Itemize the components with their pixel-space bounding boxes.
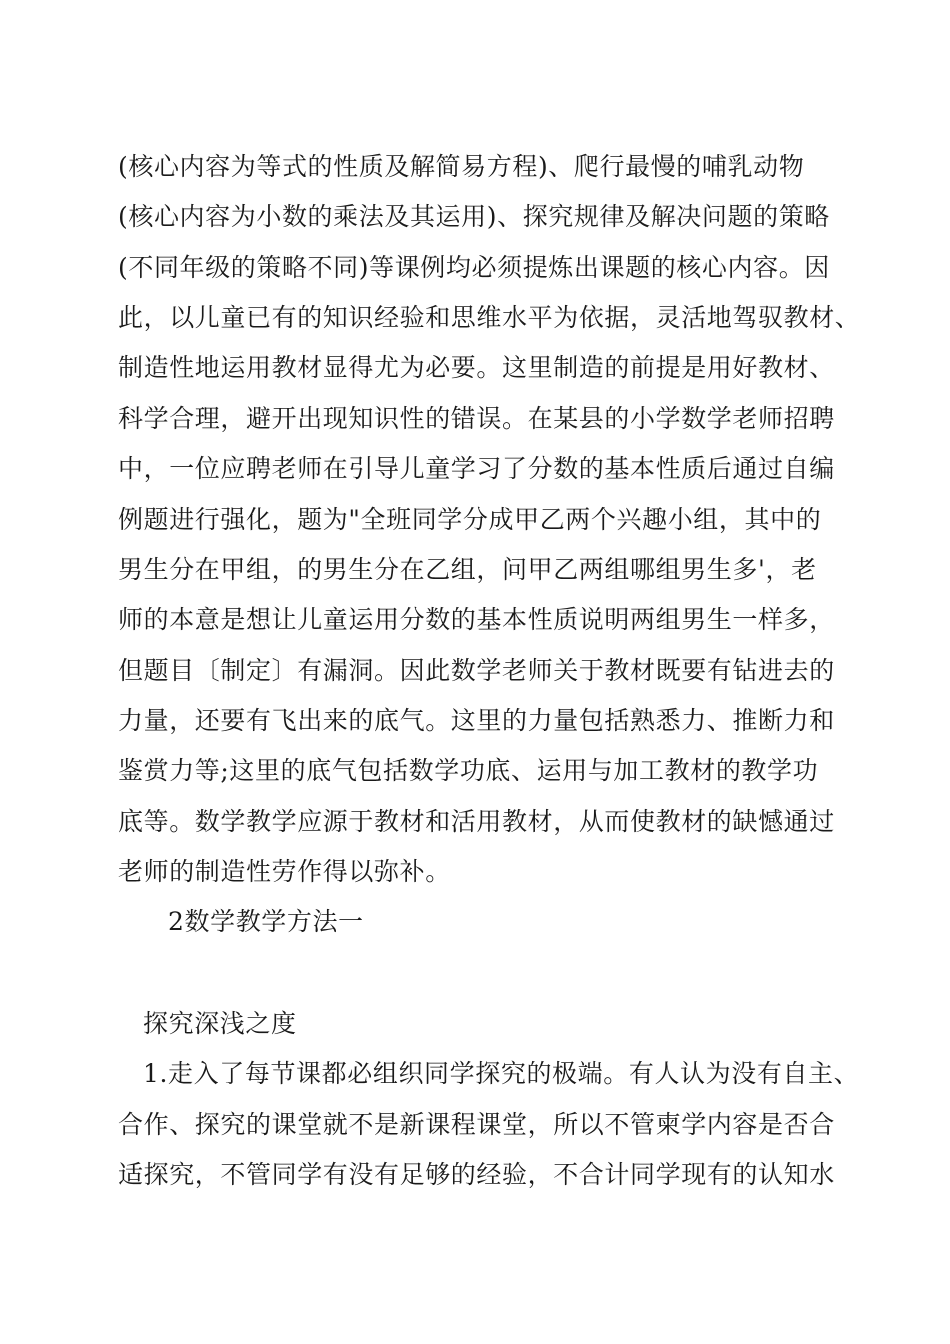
- text-line: 师的本意是想让儿童运用分数的基本性质说明两组男生一样多，: [118, 605, 835, 634]
- text-line: 适探究，不管同学有没有足够的经验，不合计同学现有的认知水: [118, 1160, 835, 1189]
- text-line: 男生分在甲组，的男生分在乙组，问甲乙两组哪组男生多'，老: [118, 555, 817, 584]
- text-line: 力量，还要有飞出来的底气。这里的力量包括熟悉力、推断力和: [118, 706, 835, 735]
- text-line: 老师的制造性劳作得以弥补。: [118, 857, 451, 886]
- text-line: 合作、探究的课堂就不是新课程课堂，所以不管柬学内容是否合: [118, 1110, 835, 1139]
- text-line: 制造性地运用教材显得尤为必要。这里制造的前提是用好教材、: [118, 353, 835, 382]
- section-heading: 2数学教学方法一: [168, 907, 364, 936]
- text-line: 科学合理，避开出现知识性的错误。在某县的小学数学老师招聘: [118, 404, 835, 433]
- text-line: 1.走入了每节课都必组织同学探究的极端。有人认为没有自主、: [143, 1059, 860, 1088]
- text-line: 鉴赏力等;这里的底气包括数学功底、运用与加工教材的教学功: [118, 756, 819, 785]
- text-line: 中，一位应聘老师在引导儿童学习了分数的基本性质后通过自编: [118, 454, 835, 483]
- text-line: (不同年级的策略不同)等课例均必须提炼出课题的核心内容。因: [118, 253, 830, 282]
- subsection-heading: 探究深浅之度: [143, 1009, 297, 1038]
- text-line: (核心内容为小数的乘法及其运用)、探究规律及解决问题的策略: [118, 202, 830, 231]
- text-line: 但题目〔制定〕有漏洞。因此数学老师关于教材既要有钻进去的: [118, 656, 835, 685]
- text-line: 底等。数学教学应源于教材和活用教材，从而使教材的缺憾通过: [118, 807, 835, 836]
- text-line: 例题进行强化，题为"全班同学分成甲乙两个兴趣小组，其中的: [118, 505, 822, 534]
- text-line: 此，以儿童已有的知识经验和思维水平为依据，灵活地驾驭教材、: [118, 303, 861, 332]
- text-line: (核心内容为等式的性质及解简易方程)、爬行最慢的哺乳动物: [118, 152, 805, 181]
